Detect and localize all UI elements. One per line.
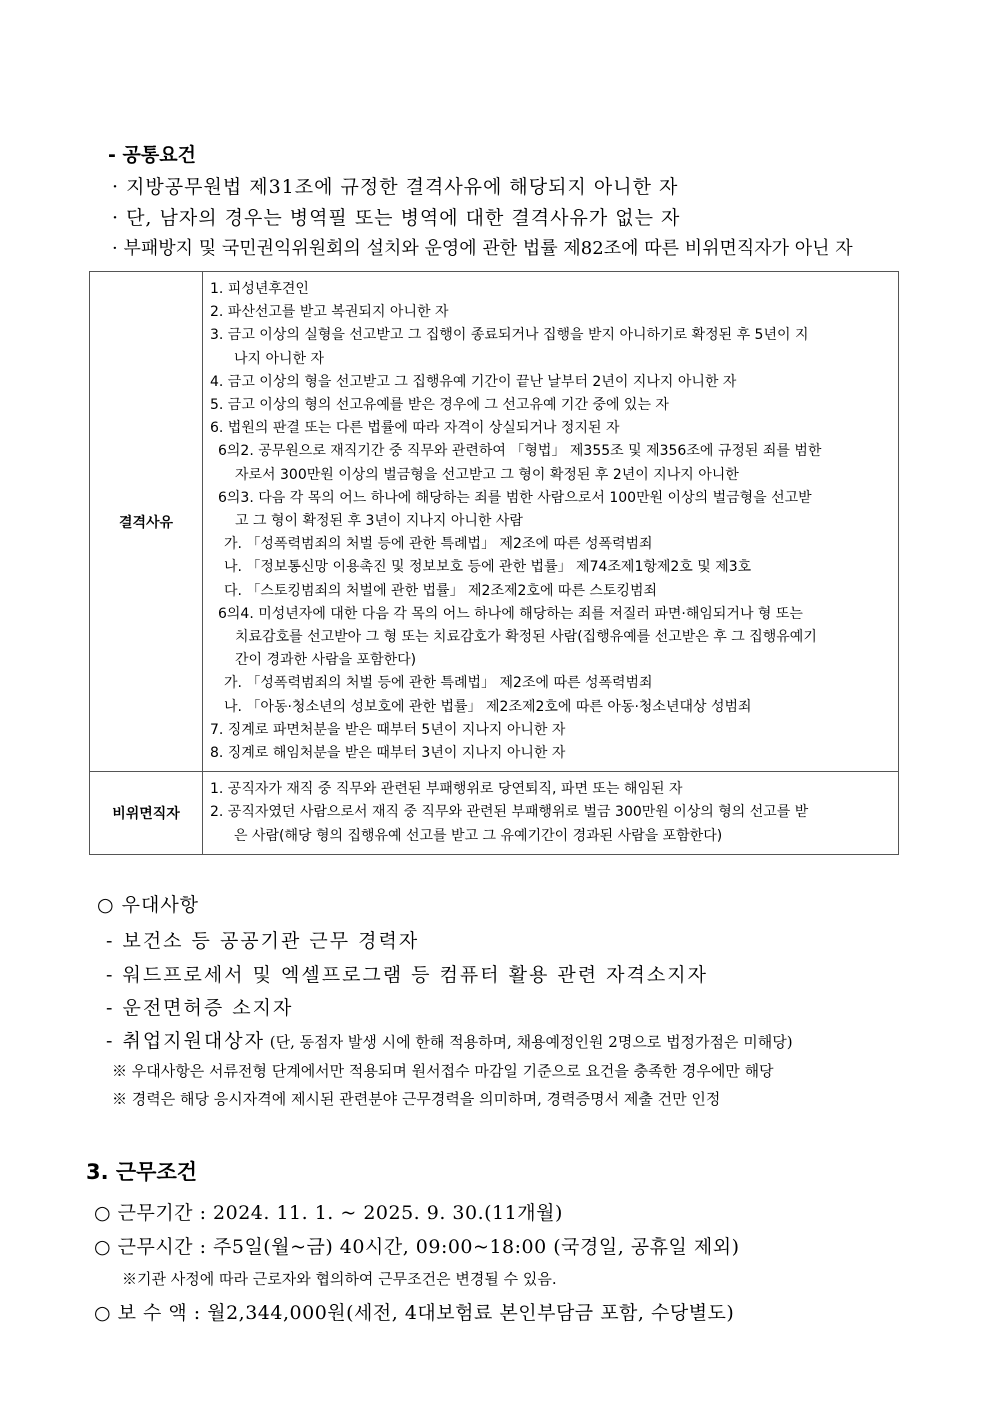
list-item: 나지 아니한 자 xyxy=(234,350,325,367)
work-conditions-note: ※기관 사정에 따라 근로자와 협의하여 근무조건은 변경될 수 있음. xyxy=(122,1270,557,1288)
list-item: 1. 공직자가 재직 중 직무와 관련된 부패행위로 당연퇴직, 파면 또는 해임된 자 xyxy=(210,781,683,798)
list-item: 8. 징계로 해임처분을 받은 때부터 3년이 지나지 아니한 자 xyxy=(210,745,566,762)
preference-note: ※ 경력은 해당 응시자격에 제시된 관련분야 근무경력을 의미하며, 경력증명서 제출 건만 인정 xyxy=(112,1090,721,1108)
common-requirements-heading: - 공통요건 xyxy=(108,144,196,166)
list-item: 1. 피성년후견인 xyxy=(210,281,309,297)
list-item: 4. 금고 이상의 형을 선고받고 그 집행유예 기간이 끝난 날부터 2년이 지나지 아니한 자 xyxy=(210,373,737,390)
work-period: ○ 근무기간 : 2024. 11. 1. ~ 2025. 9. 30.(11개월) xyxy=(94,1202,563,1224)
list-item: 간이 경과한 사람을 포함한다) xyxy=(235,652,417,669)
list-item: 3. 금고 이상의 실형을 선고받고 그 집행이 종료되거나 집행을 받지 아니하기로 확정된 후 5년이 지 xyxy=(210,327,809,344)
list-item: 가. 「성폭력범죄의 처벌 등에 관한 특례법」 제2조에 따른 성폭력범죄 xyxy=(224,536,653,553)
common-requirement-item: · 지방공무원법 제31조에 규정한 결격사유에 해당되지 아니한 자 xyxy=(112,176,679,198)
list-item: 2. 공직자였던 사람으로서 재직 중 직무와 관련된 부패행위로 벌금 300만원 이상의 형의 선고를 받 xyxy=(210,804,809,821)
dismissed-official-label: 비위면직자 xyxy=(90,772,203,855)
list-item: 2. 파산선고를 받고 복권되지 아니한 자 xyxy=(210,304,449,321)
list-item: 가. 「성폭력범죄의 처벌 등에 관한 특례법」 제2조에 따른 성폭력범죄 xyxy=(224,675,653,692)
list-item: 6. 법원의 판결 또는 다른 법률에 따라 자격이 상실되거나 정지된 자 xyxy=(210,420,620,437)
work-pay: ○ 보 수 액 : 월2,344,000원(세전, 4대보험료 본인부담금 포함, 수당별도) xyxy=(94,1302,735,1324)
list-item: 6의3. 다음 각 목의 어느 하나에 해당하는 죄를 범한 사람으로서 100만원 이상의 벌금형을 선고받 xyxy=(218,489,812,506)
list-item: 다. 「스토킹범죄의 처벌에 관한 법률」 제2조제2호에 따른 스토킹범죄 xyxy=(224,582,658,599)
preference-heading: ○ 우대사항 xyxy=(97,894,200,916)
preference-item: - 운전면허증 소지자 xyxy=(106,997,294,1019)
preference-item: - 보건소 등 공공기관 근무 경력자 xyxy=(106,930,420,952)
list-item: 나. 「아동·청소년의 성보호에 관한 법률」 제2조제2호에 따른 아동·청소년대상 성범죄 xyxy=(224,698,752,715)
preference-item xyxy=(106,1026,793,1053)
list-item: 은 사람(해당 형의 집행유예 선고를 받고 그 유예기간이 경과된 사람을 포함한다) xyxy=(234,827,723,844)
common-requirement-item: · 단, 남자의 경우는 병역필 또는 병역에 대한 결격사유가 없는 자 xyxy=(112,207,681,229)
list-item: 치료감호를 선고받아 그 형 또는 치료감호가 확정된 사람(집행유예를 선고받은 후 그 집행유예기 xyxy=(235,629,817,646)
table-row xyxy=(90,772,899,855)
table-row xyxy=(90,272,899,772)
list-item: 자로서 300만원 이상의 벌금형을 선고받고 그 형이 확정된 후 2년이 지나지 아니한 xyxy=(235,466,739,483)
disqualification-table xyxy=(89,271,899,855)
preference-item-note: (단, 동점자 발생 시에 한해 적용하며, 채용예정인원 2명으로 법정가점은 미해당) xyxy=(264,1033,793,1051)
list-item: 6의4. 미성년자에 대한 다음 각 목의 어느 하나에 해당하는 죄를 저질러 파면·해임되거나 형 또는 xyxy=(218,605,803,622)
preference-item: - 워드프로세서 및 엑셀프로그램 등 컴퓨터 활용 관련 자격소지자 xyxy=(106,964,708,986)
disqualification-content xyxy=(203,272,899,772)
disqualification-label: 결격사유 xyxy=(90,272,203,772)
list-item: 나. 「정보통신망 이용촉진 및 정보보호 등에 관한 법률」 제74조제1항제2호 및 제3호 xyxy=(224,559,752,576)
work-conditions-heading: 3. 근무조건 xyxy=(86,1160,198,1184)
preference-item-main: - 취업지원대상자 xyxy=(106,1030,265,1052)
list-item: 고 그 형이 확정된 후 3년이 지나지 아니한 사람 xyxy=(235,513,523,530)
common-requirement-item: · 부패방지 및 국민권익위원회의 설치와 운영에 관한 법률 제82조에 따른 비위면직자가 아닌 자 xyxy=(112,238,853,259)
work-hours: ○ 근무시간 : 주5일(월~금) 40시간, 09:00~18:00 (국경일, 공휴일 제외) xyxy=(94,1236,740,1258)
preference-note: ※ 우대사항은 서류전형 단계에서만 적용되며 원서접수 마감일 기준으로 요건을 충족한 경우에만 해당 xyxy=(112,1062,774,1080)
dismissed-official-content xyxy=(203,772,899,855)
list-item: 6의2. 공무원으로 재직기간 중 직무와 관련하여 「형법」 제355조 및 제356조에 규정된 죄를 범한 xyxy=(218,443,822,460)
list-item: 5. 금고 이상의 형의 선고유예를 받은 경우에 그 선고유예 기간 중에 있는 자 xyxy=(210,397,669,414)
list-item: 7. 징계로 파면처분을 받은 때부터 5년이 지나지 아니한 자 xyxy=(210,721,566,738)
